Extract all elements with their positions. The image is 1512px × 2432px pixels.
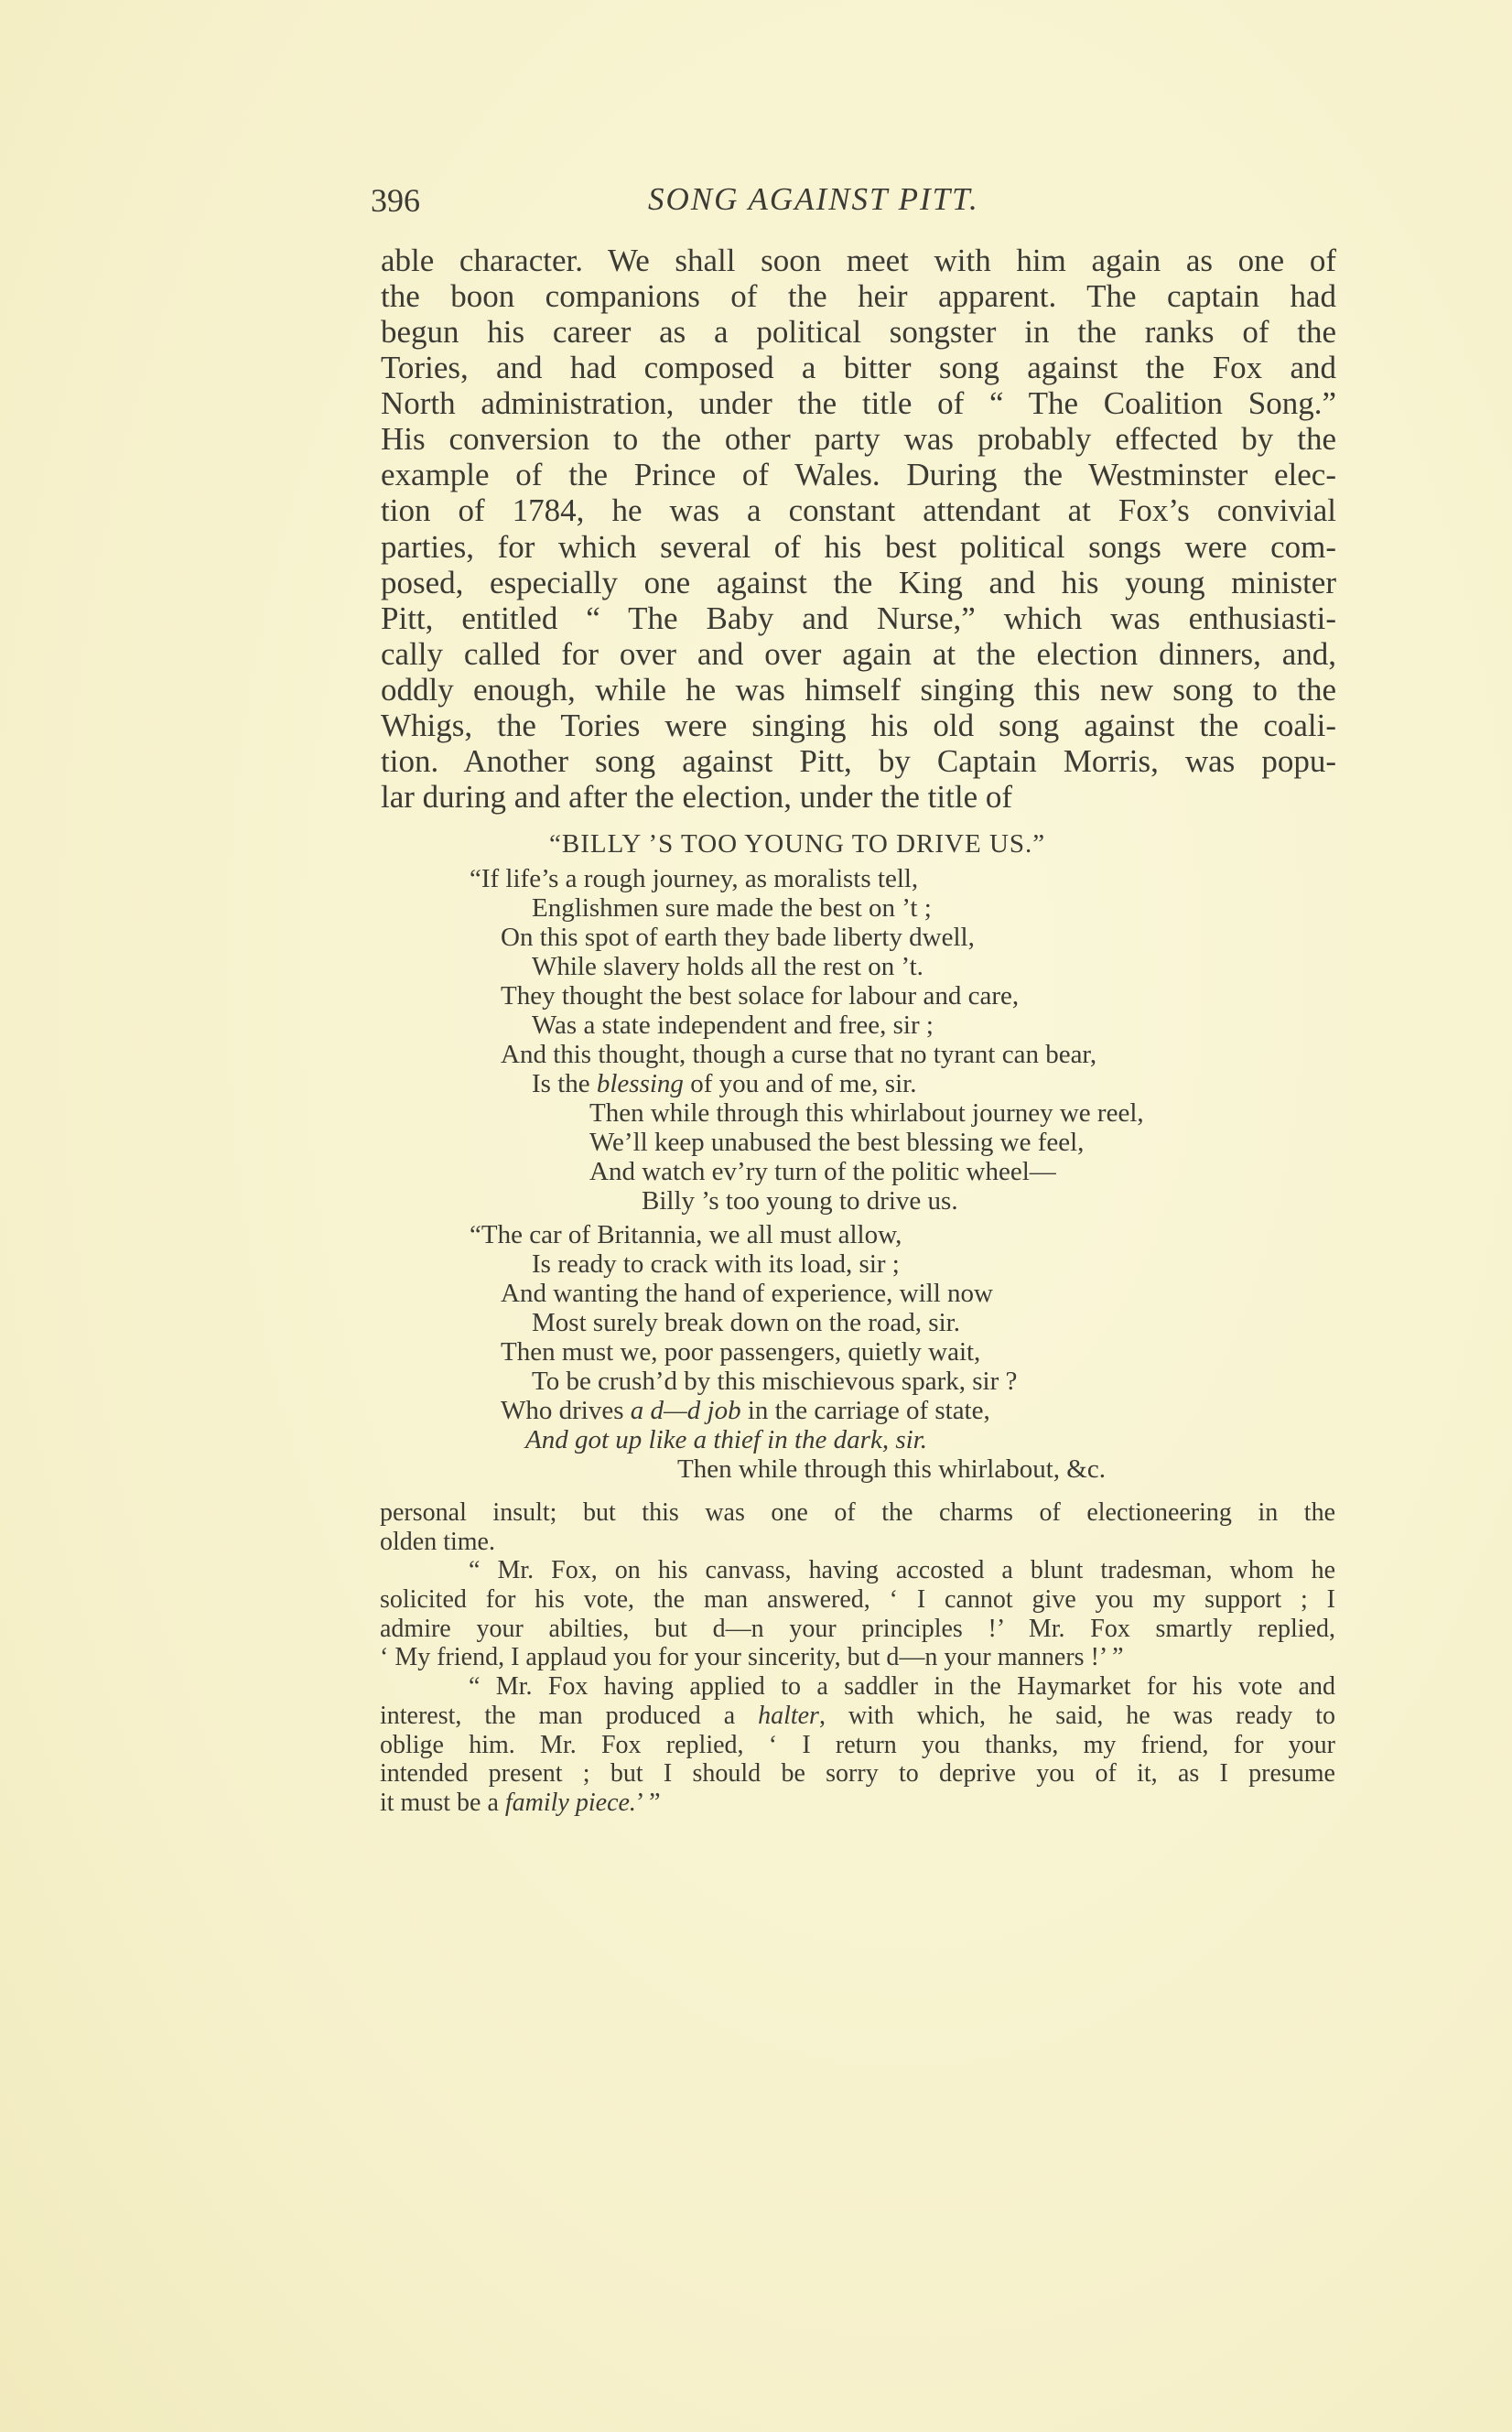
text-segment: Is the	[532, 1069, 597, 1098]
footnote-line	[380, 1759, 1335, 1789]
footnote-text	[380, 1498, 1335, 1818]
body-line: parties, for which several of his best political songs were com-	[381, 528, 1336, 565]
poem-line	[501, 981, 1019, 1011]
text-segment: Englishmen sure made the best on ’t ;	[532, 893, 932, 923]
poem-line	[532, 893, 932, 923]
poem-line	[589, 1157, 1056, 1186]
text-segment: Then while through this whirlabout journey we reel,	[589, 1098, 1144, 1128]
footnote-line	[380, 1731, 1335, 1760]
text-segment: “ Mr. Fox, on his canvass, having accosted a blunt tradesman, whom he	[469, 1556, 1335, 1585]
poem-line	[501, 1279, 993, 1308]
poem-line	[532, 1308, 960, 1337]
text-segment: Who drives	[501, 1396, 631, 1425]
text-segment: We’ll keep unabused the best blessing we feel,	[589, 1128, 1085, 1157]
footnote-line	[380, 1643, 1335, 1672]
text-segment: solicited for his vote, the man answered, ‘ I cannot give you my support ; I	[380, 1585, 1335, 1615]
text-segment: Then while through this whirlabout, &c.	[677, 1454, 1106, 1484]
page-number: 396	[371, 182, 420, 219]
body-line: Tories, and had composed a bitter song against the Fox and	[381, 350, 1336, 386]
italic-text: And got up like a thief in the dark, sir.	[525, 1425, 927, 1454]
footnote-line	[380, 1789, 1335, 1818]
text-segment: interest, the man produced a	[380, 1701, 759, 1730]
text-segment: “If life’s a rough journey, as moralists tell,	[470, 864, 919, 893]
poem-line	[525, 1425, 927, 1454]
text-segment: And watch ev’ry turn of the politic wheel—	[589, 1157, 1056, 1186]
body-line: lar during and after the election, under the title of	[381, 778, 1013, 815]
italic-text: a d—d job	[630, 1396, 741, 1425]
text-segment: in the carriage of state,	[740, 1396, 990, 1425]
text-segment: Then must we, poor passengers, quietly wait,	[501, 1337, 981, 1367]
footnote-line	[380, 1615, 1335, 1644]
body-text	[381, 243, 1336, 815]
text-segment: ‘ My friend, I applaud you for your sincerity, but d—n your manners !’ ”	[380, 1643, 1124, 1672]
italic-text: family piece.	[504, 1788, 636, 1817]
poem-line	[470, 864, 918, 893]
footnote-line	[380, 1702, 1335, 1731]
poem-line	[532, 1069, 916, 1098]
text-segment: personal insult; but this was one of the charms of electioneering in the	[380, 1498, 1335, 1527]
body-line: Whigs, the Tories were singing his old song against the coali-	[381, 707, 1336, 743]
text-segment: it must be a	[380, 1788, 505, 1817]
poem-line	[677, 1454, 1106, 1484]
text-segment: intended present ; but I should be sorry to deprive you of it, as I presume	[380, 1759, 1335, 1789]
body-line: North administration, under the title of “ The Coalition Song.”	[381, 385, 1336, 422]
body-line: example of the Prince of Wales. During the Westminster elec-	[381, 457, 1336, 493]
footnote-line	[380, 1498, 1335, 1528]
text-segment: And wanting the hand of experience, will now	[501, 1279, 993, 1308]
poem-line	[532, 952, 923, 981]
footnote-line	[380, 1528, 1335, 1557]
text-segment: Billy ’s too young to drive us.	[642, 1186, 958, 1216]
text-segment: While slavery holds all the rest on ’t.	[532, 952, 923, 981]
text-segment: To be crush’d by this mischievous spark, sir ?	[532, 1367, 1018, 1396]
poem-title: “BILLY ’S TOO YOUNG TO DRIVE US.”	[549, 829, 1046, 859]
poem-line	[501, 1396, 990, 1425]
text-segment: Is ready to crack with its load, sir ;	[532, 1249, 900, 1279]
body-line: able character. We shall soon meet with him again as one of	[381, 243, 1336, 278]
text-segment: They thought the best solace for labour and care,	[501, 981, 1020, 1011]
text-segment: Most surely break down on the road, sir.	[532, 1308, 960, 1337]
body-line: the boon companions of the heir apparent. The captain had	[381, 278, 1336, 315]
poem-line	[501, 1040, 1096, 1069]
text-segment: olden time.	[380, 1527, 495, 1556]
text-segment: oblige him. Mr. Fox replied, ‘ I return you thanks, my friend, for your	[380, 1730, 1335, 1759]
poem-line	[532, 1011, 934, 1040]
body-line: posed, especially one against the King and his young minister	[381, 564, 1336, 600]
poem-line	[501, 1337, 980, 1367]
text-segment: ’ ”	[635, 1788, 661, 1817]
body-line: begun his career as a political songster in the ranks of the	[381, 314, 1336, 351]
body-line: oddly enough, while he was himself singing this new song to the	[381, 671, 1336, 708]
italic-text: blessing	[596, 1069, 684, 1098]
poem-line	[532, 1249, 900, 1279]
body-line: tion of 1784, he was a constant attendant at Fox’s convivial	[381, 492, 1336, 529]
poem-line	[470, 1220, 902, 1249]
footnote-line	[380, 1556, 1335, 1585]
body-line: His conversion to the other party was probably effected by the	[381, 421, 1336, 458]
body-line: Pitt, entitled “ The Baby and Nurse,” which was enthusiasti-	[381, 600, 1336, 636]
poem-line	[532, 1367, 1017, 1396]
body-line: tion. Another song against Pitt, by Captain Morris, was popu-	[381, 742, 1336, 779]
body-line: cally called for over and over again at the election dinners, and,	[381, 635, 1336, 672]
italic-text: halter	[758, 1701, 819, 1730]
text-segment: “The car of Britannia, we all must allow,	[470, 1220, 902, 1249]
poem-line	[589, 1128, 1084, 1157]
text-segment: , with which, he said, he was ready to	[818, 1701, 1336, 1730]
poem-line	[589, 1098, 1144, 1128]
text-segment: Was a state independent and free, sir ;	[532, 1011, 934, 1040]
text-segment: “ Mr. Fox having applied to a saddler in the Haymarket for his vote and	[469, 1672, 1335, 1702]
running-title: SONG AGAINST PITT.	[648, 181, 979, 217]
text-segment: admire your abilties, but d—n your principles !’ Mr. Fox smartly replied,	[380, 1614, 1335, 1643]
poem-line	[501, 923, 975, 952]
text-segment: On this spot of earth they bade liberty dwell,	[501, 923, 975, 952]
footnote-line	[380, 1672, 1335, 1702]
text-segment: And this thought, though a curse that no tyrant can bear,	[501, 1040, 1097, 1069]
text-segment: of you and of me, sir.	[683, 1069, 917, 1098]
footnote-line	[380, 1585, 1335, 1615]
poem-line	[642, 1186, 958, 1216]
